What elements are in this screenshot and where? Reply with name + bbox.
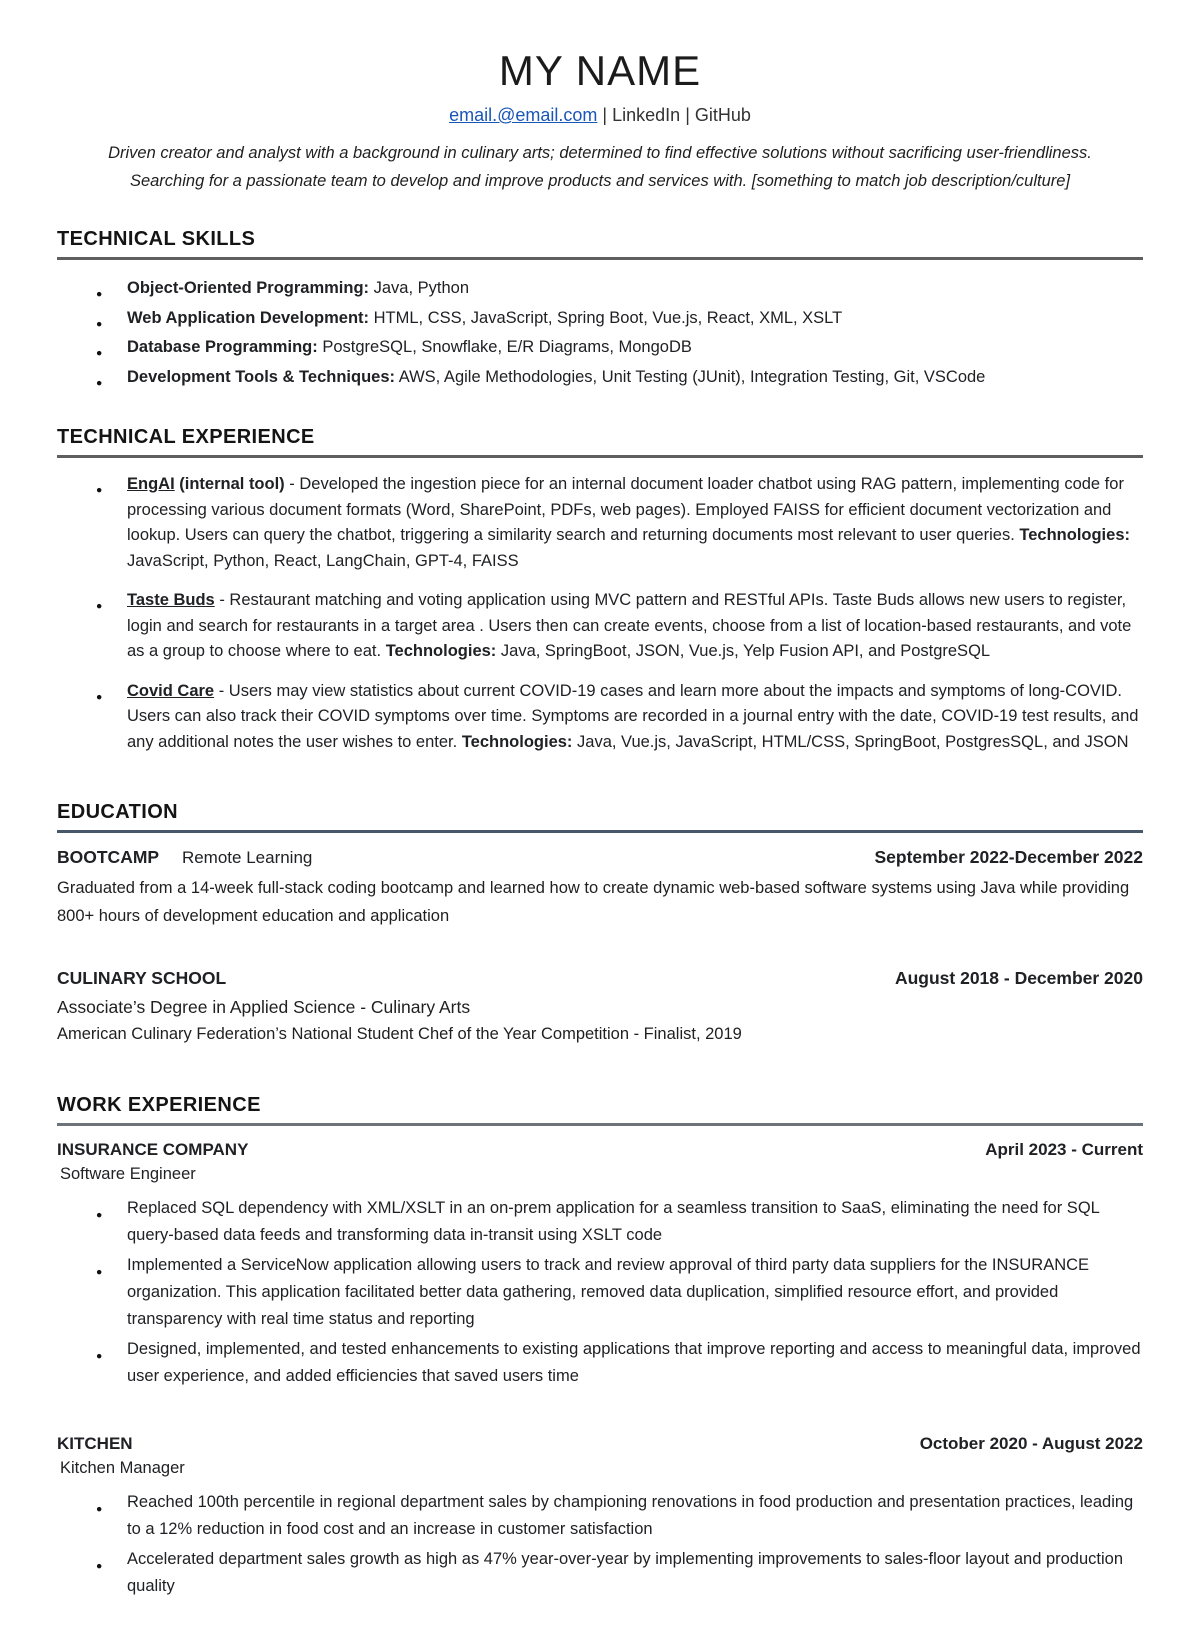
job-bullet: ● Designed, implemented, and tested enhancements to existing applications that improve reporting and access to meaningful data, improved user experience, and added efficiencies that saved users time (127, 1336, 1143, 1390)
institution-name: CULINARY SCHOOL (57, 968, 227, 988)
skill-item (127, 274, 1143, 304)
section-work-experience (57, 1094, 1143, 1600)
technologies-list: Java, Vue.js, JavaScript, HTML/CSS, SpringBoot, PostgresSQL, and JSON (577, 732, 1129, 751)
section-title-technical-skills: TECHNICAL SKILLS (57, 228, 1143, 260)
education-entry (57, 847, 1143, 930)
section-technical-skills (57, 228, 1143, 392)
job-bullets (57, 1489, 1143, 1600)
job-entry (57, 1140, 1143, 1390)
skill-values: AWS, Agile Methodologies, Unit Testing (JUnit), Integration Testing, Git, VSCode (398, 367, 986, 386)
company-name: INSURANCE COMPANY (57, 1140, 249, 1159)
job-bullets (57, 1195, 1143, 1390)
job-entry-head (57, 1140, 1143, 1160)
section-title-work-experience: WORK EXPERIENCE (57, 1094, 1143, 1126)
education-title-group (57, 968, 226, 989)
skill-label: Development Tools & Techniques: (127, 367, 396, 386)
job-dates: April 2023 - Current (985, 1140, 1143, 1159)
skill-label: Web Application Development: (127, 308, 370, 327)
contact-line (57, 105, 1143, 126)
job-bullet: ● Reached 100th percentile in regional department sales by championing renovations in food production and presentation practices, leading to a 12% reduction in food cost and an increase in customer satisfaction (127, 1489, 1143, 1543)
resume-name: MY NAME (498, 47, 702, 94)
section-education (57, 801, 1143, 1048)
technologies-list: Java, SpringBoot, JSON, Vue.js, Yelp Fusion API, and PostgreSQL (500, 642, 991, 660)
education-degree: Associate’s Degree in Applied Science - Culinary Arts (57, 997, 471, 1017)
job-dates: October 2020 - August 2022 (919, 1434, 1143, 1453)
project-separator: - (219, 591, 225, 609)
company-name: KITCHEN (57, 1434, 133, 1453)
project-name: Taste Buds (127, 591, 215, 609)
job-role: Software Engineer (60, 1165, 196, 1183)
skill-values: Java, Python (373, 279, 470, 297)
skill-item (127, 333, 1143, 363)
job-bullet: ● Implemented a ServiceNow application allowing users to track and review approval of third party data suppliers for the INSURANCE organization. This application facilitated better data gathering, removed data duplication, simplified resource effort, and provided transparency with real time status and reporting (127, 1252, 1143, 1333)
education-entry (57, 968, 1143, 1048)
education-description: American Culinary Federation’s National Student Chef of the Year Competition - Finalist, 2019 (57, 1025, 742, 1043)
linkedin-link[interactable]: LinkedIn (612, 105, 681, 125)
email-link[interactable]: email.@email.com (449, 105, 598, 125)
education-detail: Remote Learning (181, 848, 313, 867)
github-link[interactable]: GitHub (694, 105, 751, 125)
job-role: Kitchen Manager (60, 1459, 185, 1477)
project-separator: - (218, 681, 225, 700)
summary-line-2: Searching for a passionate team to develop and improve products and services with. [something to match job description/culture] (129, 172, 1071, 190)
education-entry-head (57, 847, 1143, 868)
section-technical-experience (57, 426, 1143, 755)
education-title-group (57, 847, 312, 868)
skill-values: PostgreSQL, Snowflake, E/R Diagrams, MongoDB (322, 338, 692, 356)
project-item (127, 588, 1143, 665)
summary-line-1: Driven creator and analyst with a background in culinary arts; determined to find effective solutions without sacrificing user-friendliness. (108, 144, 1092, 162)
project-name-suffix: (internal tool) (179, 475, 285, 493)
project-item (127, 472, 1143, 574)
job-entry (57, 1434, 1143, 1600)
project-name: EngAI (127, 475, 175, 493)
education-entry-head (57, 968, 1143, 989)
project-description: Users may view statistics about current COVID-19 cases and learn more about the impacts and symptoms of long-COVID. Users can also track their COVID symptoms over time. Symptoms are recorded in a journal entry with the date, COVID-19 test results, and any additional notes the user wishes to enter. (127, 681, 1139, 751)
skill-label: Object-Oriented Programming: (127, 279, 370, 297)
project-name: Covid Care (127, 681, 215, 700)
project-description: Restaurant matching and voting application using MVC pattern and RESTful APIs. Taste Buds allows new users to register, login and search for restaurants in a target area . Users then can create events, choose from a list of location-based restaurants, and vote as a group to choose where to eat. (127, 591, 1132, 660)
summary (57, 139, 1143, 195)
technologies-list: JavaScript, Python, React, LangChain, GPT-4, FAISS (127, 551, 519, 570)
education-dates: September 2022-December 2022 (874, 847, 1143, 867)
technologies-label: Technologies: (1019, 526, 1130, 544)
job-bullet: ● Accelerated department sales growth as high as 47% year-over-year by implementing improvements to sales-floor layout and production quality (127, 1546, 1143, 1600)
projects-list (57, 472, 1143, 755)
skills-list (57, 274, 1143, 392)
skill-label: Database Programming: (127, 338, 318, 356)
contact-separator: | (685, 105, 690, 125)
project-item (127, 679, 1143, 756)
skill-item (127, 363, 1143, 393)
education-dates: August 2018 - December 2020 (894, 968, 1143, 988)
skill-item (127, 304, 1143, 334)
section-title-education: EDUCATION (57, 801, 1143, 833)
skill-values: HTML, CSS, JavaScript, Spring Boot, Vue.js, React, XML, XSLT (373, 308, 843, 327)
technologies-label: Technologies: (461, 732, 573, 751)
education-description: Graduated from a 14-week full-stack coding bootcamp and learned how to create dynamic web-based software systems using Java while providing 800+ hours of development education and application (57, 879, 1130, 925)
job-entry-head (57, 1434, 1143, 1454)
project-description: Developed the ingestion piece for an internal document loader chatbot using RAG pattern, implementing code for processing various document formats (Word, SharePoint, PDFs, web pages). Employed FAISS for efficient document vectorization and lookup. Users can query the chatbot, triggering a similarity search and returning documents most relevant to user queries. (127, 475, 1124, 544)
technologies-label: Technologies: (385, 642, 497, 660)
job-bullet: ● Replaced SQL dependency with XML/XSLT in an on-prem application for a seamless transition to SaaS, eliminating the need for SQL query-based data feeds and transforming data in-transit using XSLT code (127, 1195, 1143, 1249)
section-title-technical-experience: TECHNICAL EXPERIENCE (57, 426, 1143, 458)
contact-separator: | (602, 105, 608, 125)
institution-name: BOOTCAMP (57, 847, 160, 867)
project-separator: - (289, 475, 295, 493)
